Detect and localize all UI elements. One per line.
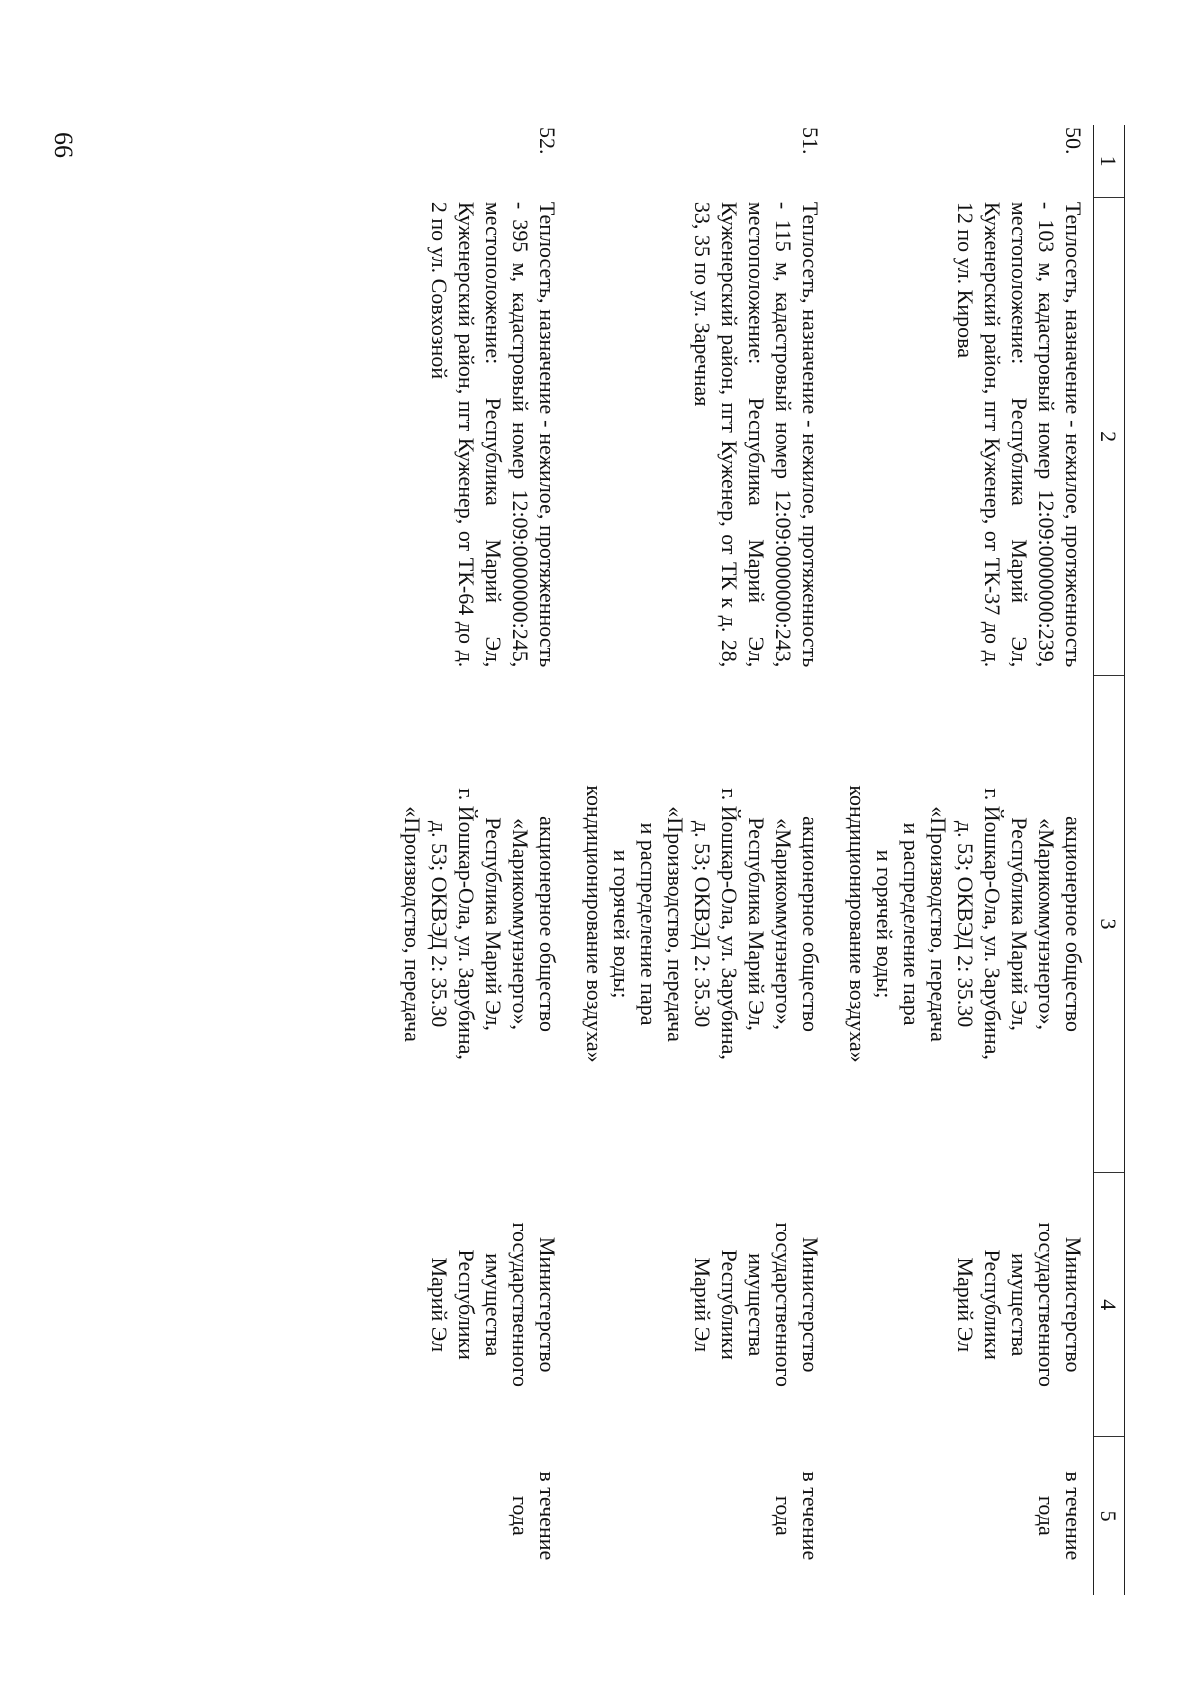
organization-line: г. Йошкар-Ола, ул. Зарубина, xyxy=(454,788,479,1060)
table-row xyxy=(385,125,567,1595)
organization-line: и распределение пара xyxy=(636,822,661,1026)
owner-line: государственного xyxy=(771,1222,796,1387)
organization-line: «Марикоммунэнерго», xyxy=(771,818,796,1030)
organization-cell xyxy=(567,675,830,1173)
property-table xyxy=(385,125,1125,1595)
organization-line: д. 53; ОКВЭД 2: 35.30 xyxy=(953,820,978,1028)
owner-line: государственного xyxy=(1034,1222,1059,1387)
owner-line: имущества xyxy=(481,1253,506,1357)
owner-line: имущества xyxy=(1007,1253,1032,1357)
table-body xyxy=(385,125,1094,1595)
term-cell xyxy=(385,1437,567,1595)
owner-line: Республики xyxy=(980,1249,1005,1360)
organization-line: г. Йошкар-Ола, ул. Зарубина, xyxy=(717,788,742,1060)
organization-cell xyxy=(385,675,567,1173)
term-line: года xyxy=(508,1495,533,1536)
organization-line: и распределение пара xyxy=(899,822,924,1026)
term-cell xyxy=(567,1437,830,1595)
term-line: в течение xyxy=(798,1471,823,1561)
organization-line: акционерное общество xyxy=(535,816,560,1032)
owner-line: Министерство xyxy=(798,1236,823,1373)
owner-cell xyxy=(830,1173,1094,1437)
organization-line: д. 53; ОКВЭД 2: 35.30 xyxy=(427,820,452,1028)
owner-line: Марий Эл xyxy=(427,1257,452,1353)
organization-line: «Производство, передача xyxy=(663,806,688,1042)
owner-line: Марий Эл xyxy=(953,1257,978,1353)
owner-line: Марий Эл xyxy=(690,1257,715,1353)
organization-line: «Марикоммунэнерго», xyxy=(1034,818,1059,1030)
column-number-3: 3 xyxy=(1094,675,1125,1173)
organization-cell xyxy=(830,675,1094,1173)
column-number-row xyxy=(1094,125,1125,1595)
organization-line: д. 53; ОКВЭД 2: 35.30 xyxy=(690,820,715,1028)
organization-line: Республика Марий Эл, xyxy=(1007,817,1032,1031)
document-body xyxy=(195,125,1125,1595)
term-line: в течение xyxy=(535,1471,560,1561)
property-description: Теплосеть, назначение - нежилое, протяженность - 103 м, кадастровый номер 12:09:0000000:239, местоположение: Республика Марий Эл, Куженерский район, пгт Куженер, от ТК-37 до д. 12 по ул. Кирова xyxy=(953,201,1086,668)
organization-line: и горячей воды; xyxy=(609,849,634,999)
owner-line: имущества xyxy=(744,1253,769,1357)
organization-line: «Производство, передача xyxy=(926,806,951,1042)
term-cell xyxy=(830,1437,1094,1595)
term-line: в течение xyxy=(1061,1471,1086,1561)
property-description: Теплосеть, назначение - нежилое, протяженность - 115 м, кадастровый номер 12:09:0000000:243, местоположение: Республика Марий Эл, Куженерский район, пгт Куженер, от ТК к д. 28, 33, 35 по ул. Заречная xyxy=(690,201,823,668)
table-row xyxy=(567,125,830,1595)
organization-line: «Марикоммунэнерго», xyxy=(508,818,533,1030)
owner-cell xyxy=(567,1173,830,1437)
organization-line: Республика Марий Эл, xyxy=(744,817,769,1031)
row-number: 51. xyxy=(798,127,823,155)
owner-line: Республики xyxy=(454,1249,479,1360)
row-number: 52. xyxy=(535,127,560,155)
organization-line: и горячей воды; xyxy=(872,849,897,999)
column-number-1: 1 xyxy=(1094,125,1125,198)
owner-line: государственного xyxy=(508,1222,533,1387)
owner-line: Республики xyxy=(717,1249,742,1360)
organization-line: кондиционирование воздуха» xyxy=(845,785,870,1063)
organization-line: акционерное общество xyxy=(798,816,823,1032)
column-number-5: 5 xyxy=(1094,1437,1125,1595)
organization-line: кондиционирование воздуха» xyxy=(582,785,607,1063)
term-line: года xyxy=(771,1495,796,1536)
organization-line: акционерное общество xyxy=(1061,816,1086,1032)
page-number: 66 xyxy=(49,132,78,158)
organization-line: Республика Марий Эл, xyxy=(481,817,506,1031)
owner-cell xyxy=(385,1173,567,1437)
organization-line: г. Йошкар-Ола, ул. Зарубина, xyxy=(980,788,1005,1060)
owner-line: Министерство xyxy=(1061,1236,1086,1373)
term-line: года xyxy=(1034,1495,1059,1536)
table-row xyxy=(830,125,1094,1595)
column-number-2: 2 xyxy=(1094,198,1125,675)
owner-line: Министерство xyxy=(535,1236,560,1373)
property-description: Теплосеть, назначение - нежилое, протяженность - 395 м, кадастровый номер 12:09:0000000:245, местоположение: Республика Марий Эл, Куженерский район, пгт Куженер, от ТК-64 до д. 2 по ул. Совхозной xyxy=(427,201,560,668)
column-number-4: 4 xyxy=(1094,1173,1125,1437)
row-number: 50. xyxy=(1061,127,1086,155)
organization-line: «Производство, передача xyxy=(400,806,425,1042)
